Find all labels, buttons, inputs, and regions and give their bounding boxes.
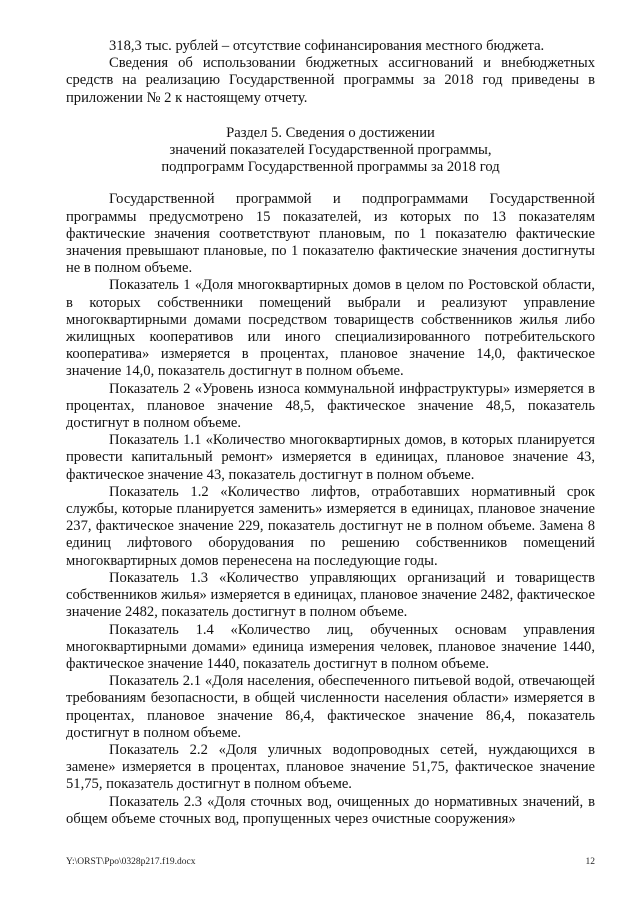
paragraph-indicator-1-4: Показатель 1.4 «Количество лиц, обученных основам управления многоквартирными домами» единица измерения человек, плановое значение 1440, фактическое значение 1440, показатель достигнут в полном объеме. <box>66 621 595 672</box>
paragraph-indicator-2-3: Показатель 2.3 «Доля сточных вод, очищенных до нормативных значений, в общем объеме сточных вод, пропущенных через очистные сооружения» <box>66 793 595 827</box>
footer-page-number: 12 <box>585 857 595 867</box>
paragraph-indicator-2-1: Показатель 2.1 «Доля населения, обеспеченного питьевой водой, отвечающей требованиям безопасности, в общей численности населения области» измеряется в процентах, плановое значение 86,4, фактическое значение 86,4, показатель достигнут в полном объеме. <box>66 673 595 741</box>
paragraph-indicator-1-3: Показатель 1.3 «Количество управляющих организаций и товариществ собственников жилья» измеряется в единицах, плановое значение 2482, фактическое значение 2482, показатель достигнут в полном объеме. <box>66 569 595 621</box>
paragraph-budget-cofinancing: 318,3 тыс. рублей – отсутствие софинансирования местного бюджета. <box>109 38 545 54</box>
page-footer <box>66 856 595 868</box>
document-page <box>66 38 595 828</box>
section-title-line-2: значений показателей Государственной программы, <box>169 142 492 159</box>
footer-file-path: Y:\ORST\Ppo\0328p217.f19.docx <box>66 857 196 867</box>
paragraph-indicator-2: Показатель 2 «Уровень износа коммунальной инфраструктуры» измеряется в процентах, плановое значение 48,5, фактическое значение 48,5, показатель достигнут в полном объеме. <box>66 380 595 432</box>
paragraph-budget-appendix: Сведения об использовании бюджетных ассигнований и внебюджетных средств на реализацию Государственной программы за 2018 год приведены в приложении № 2 к настоящему отчету. <box>66 55 595 106</box>
paragraph-indicator-2-2: Показатель 2.2 «Доля уличных водопроводных сетей, нуждающихся в замене» измеряется в процентах, плановое значение 51,75, фактическое значение 51,75, показатель достигнут в полном объеме. <box>66 741 595 793</box>
paragraph-indicator-1: Показатель 1 «Доля многоквартирных домов в целом по Ростовской области, в которых собственники помещений выбрали и реализуют управление многоквартирными домами посредством товариществ собственников жилья либо жилищных кооперативов или иного специализированного потребительского кооператива» измеряется в процентах, плановое значение 14,0, фактическое значение 14,0, показатель достигнут в полном объеме. <box>66 277 595 380</box>
section-title-line-3: подпрограмм Государственной программы за 2018 год <box>161 159 500 176</box>
paragraph-indicators-summary: Государственной программой и подпрограммами Государственной программы предусмотрено 15 показателей, из которых по 13 показателям фактические значения соответствуют плановым, по 1 показателю фактические значения превышают плановые, по 1 показателю фактические значения достигнуты не в полном объеме. <box>66 191 595 277</box>
paragraph-indicator-1-2: Показатель 1.2 «Количество лифтов, отработавших нормативный срок службы, которые планируется заменить» измеряется в единицах, плановое значение 237, фактическое значение 229, показатель достигнут не в полном объеме. Замена 8 единиц лифтового оборудования по решению собственников помещений многоквартирных домов перенесена на последующие годы. <box>66 483 595 569</box>
section-title <box>66 125 595 177</box>
section-title-line-1: Раздел 5. Сведения о достижении <box>226 124 435 141</box>
paragraph-indicator-1-1: Показатель 1.1 «Количество многоквартирных домов, в которых планируется провести капитальный ремонт» измеряется в единицах, плановое значение 43, фактическое значение 43, показатель достигнут в полном объеме. <box>66 432 595 483</box>
